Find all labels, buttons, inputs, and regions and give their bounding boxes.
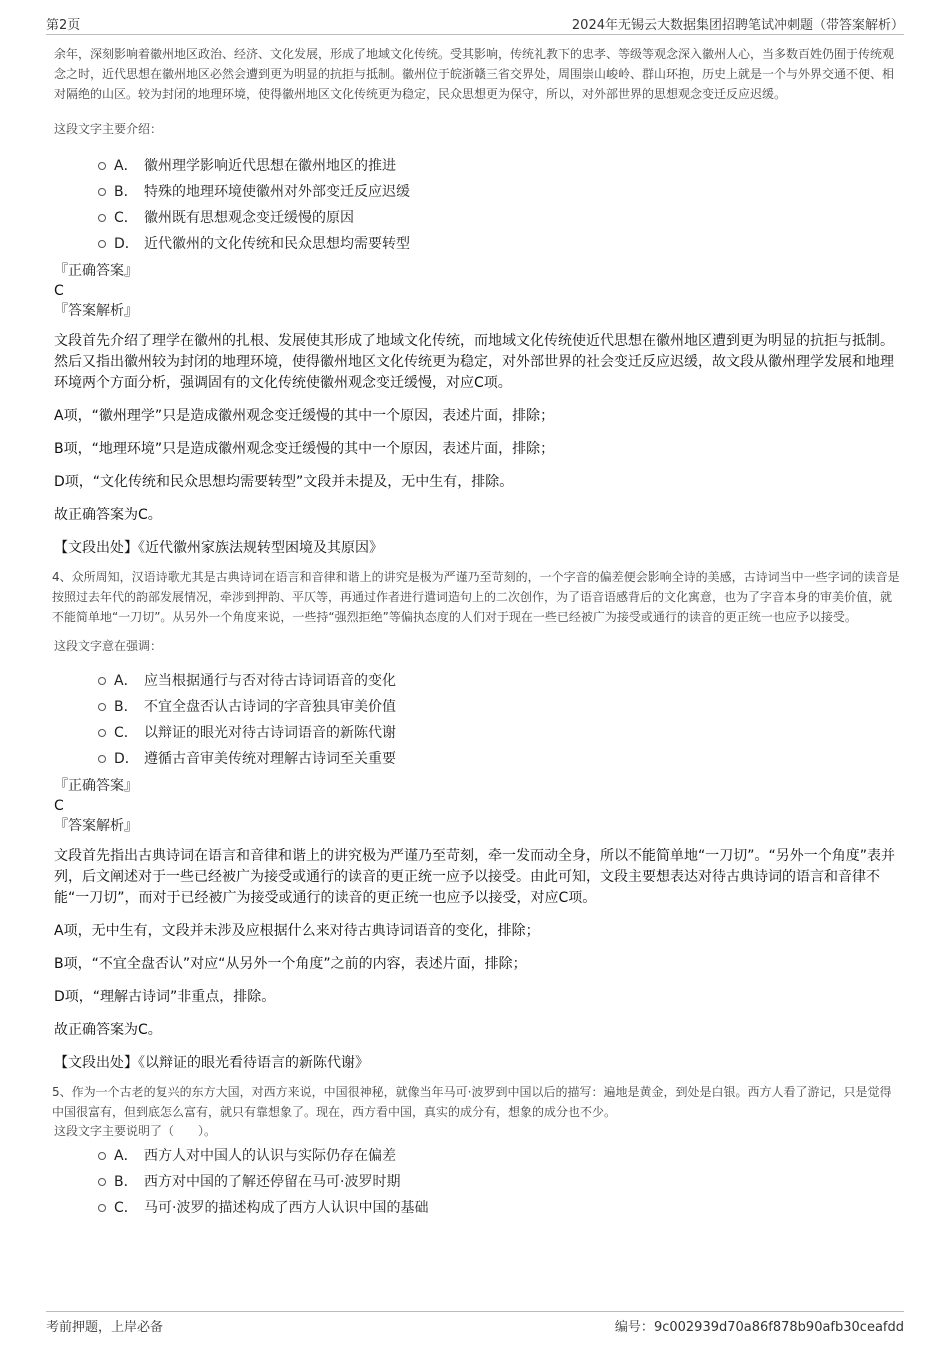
page-number: 第2页 [46, 18, 81, 33]
q4-option-c[interactable]: C． 以辩证的眼光对待古诗词语音的新陈代谢 [54, 720, 902, 746]
page-header [46, 12, 904, 35]
document-code-label: 编号： [614, 1320, 654, 1335]
q4-prompt: 这段文字意在强调： [54, 639, 163, 653]
q5-option-c[interactable]: C． 马可·波罗的描述构成了西方人认识中国的基础 [54, 1195, 902, 1221]
q4-source: 【文段出处】《以辩证的眼光看待语言的新陈代谢》 [54, 1055, 369, 1071]
document-body [54, 44, 902, 1221]
q4-option-b-note: B项，“不宜全盘否认”对应“从另外一个角度”之前的内容，表述片面，排除； [54, 956, 527, 972]
q4-conclusion: 故正确答案为C。 [54, 1022, 162, 1038]
footer-slogan: 考前押题，上岸必备 [46, 1320, 164, 1335]
q4-option-b[interactable]: B． 不宜全盘否认古诗词的字音独具审美价值 [54, 694, 902, 720]
document-code [615, 1316, 904, 1335]
q4-analysis-label: 『答案解析』 [54, 818, 138, 834]
radio-icon[interactable] [98, 240, 106, 248]
q3-option-c[interactable]: C． 徽州既有思想观念变迁缓慢的原因 [54, 205, 902, 231]
q3-analysis: 文段首先介绍了理学在徽州的扎根、发展使其形成了地域文化传统，而地域文化传统使近代思想在徽州地区遭到更为明显的抗拒与抵制。然后又指出徽州较为封闭的地理环境，使得徽州地区文化传统更为稳定，对外部世界的社会变迁反应迟缓，故文段从徽州理学发展和地理环境两个方面分析，强调固有的文化传统使徽州观念变迁缓慢，对应C项。 [54, 333, 894, 391]
q3-answer-label: 『正确答案』 [54, 263, 138, 279]
q3-option-d[interactable]: D． 近代徽州的文化传统和民众思想均需要转型 [54, 231, 902, 257]
q4-analysis: 文段首先指出古典诗词在语言和音律和谐上的讲究极为严谨乃至苛刻，牵一发而动全身，所以不能简单地“一刀切”。“另外一个角度”表并列，后文阐述对于一些已经被广为接受或通行的读音的更正统一应予以接受。由此可知，文段主要想表达对待古典诗词的语言和音律不能“一刀切”，而对于已经被广为接受或通行的读音的更正统一也应予以接受，对应C项。 [54, 848, 896, 906]
q3-analysis-label: 『答案解析』 [54, 303, 138, 319]
q3-option-b-note: B项，“地理环境”只是造成徽州观念变迁缓慢的其中一个原因，表述片面，排除； [54, 441, 555, 457]
radio-icon[interactable] [98, 1178, 106, 1186]
page-footer [46, 1311, 904, 1334]
radio-icon[interactable] [98, 703, 106, 711]
q4-options [54, 668, 902, 772]
q3-option-a-note: A项，“徽州理学”只是造成徽州观念变迁缓慢的其中一个原因，表述片面，排除； [54, 408, 555, 424]
q3-option-a[interactable]: A． 徽州理学影响近代思想在徽州地区的推进 [54, 153, 902, 179]
q5-prompt: 这段文字主要说明了（ ）。 [54, 1124, 217, 1138]
q5-option-b[interactable]: B． 西方对中国的了解还停留在马可·波罗时期 [54, 1169, 902, 1195]
q3-answer: C [54, 283, 64, 299]
q4-stem: 4、众所周知，汉语诗歌尤其是古典诗词在语言和音律和谐上的讲究是极为严谨乃至苛刻的，一个字音的偏差便会影响全诗的美感，古诗词当中一些字词的读音是按照过去年代的韵部发展情况，牵涉到押韵、平仄等，再通过作者进行遣词造句上的二次创作，为了语音语感背后的文化寓意，也为了字音本身的审美价值，就不能简单地“一刀切”。从另外一个角度来说，一些持“强烈拒绝”等偏执态度的人们对于现在一些已经被广为接受或通行的读音的更正统一也应予以接受。 [52, 570, 900, 624]
q4-option-d[interactable]: D． 遵循古音审美传统对理解古诗词至关重要 [54, 746, 902, 772]
q3-option-b[interactable]: B． 特殊的地理环境使徽州对外部变迁反应迟缓 [54, 179, 902, 205]
q3-conclusion: 故正确答案为C。 [54, 507, 162, 523]
radio-icon[interactable] [98, 1204, 106, 1212]
q4-option-d-note: D项，“理解古诗词”非重点，排除。 [54, 989, 276, 1005]
q3-options [54, 153, 902, 257]
radio-icon[interactable] [98, 188, 106, 196]
document-code-value: 9c002939d70a86f878b90afb30ceafdd [653, 1320, 904, 1335]
radio-icon[interactable] [98, 214, 106, 222]
q3-source: 【文段出处】《近代徽州家族法规转型困境及其原因》 [54, 540, 383, 556]
q4-option-a-note: A项，无中生有，文段并未涉及应根据什么来对待古典诗词语音的变化，排除； [54, 923, 540, 939]
radio-icon[interactable] [98, 677, 106, 685]
q4-option-a[interactable]: A． 应当根据通行与否对待古诗词语音的变化 [54, 668, 902, 694]
q5-option-a[interactable]: A． 西方人对中国人的认识与实际仍存在偏差 [54, 1143, 902, 1169]
radio-icon[interactable] [98, 162, 106, 170]
radio-icon[interactable] [98, 755, 106, 763]
q3-prompt: 这段文字主要介绍： [54, 122, 163, 136]
q5-options [54, 1143, 902, 1221]
q4-answer-label: 『正确答案』 [54, 778, 138, 794]
radio-icon[interactable] [98, 729, 106, 737]
q4-answer: C [54, 798, 64, 814]
q3-option-d-note: D项，“文化传统和民众思想均需要转型”文段并未提及，无中生有，排除。 [54, 474, 514, 490]
document-title: 2024年无锡云大数据集团招聘笔试冲刺题（带答案解析） [571, 18, 904, 33]
intro-passage: 余年，深刻影响着徽州地区政治、经济、文化发展，形成了地域文化传统。受其影响，传统礼教下的忠孝、等级等观念深入徽州人心，当多数百姓仍囿于传统观念之时，近代思想在徽州地区必然会遭到更为明显的抗拒与抵制。徽州位于皖浙赣三省交界处，周围崇山峻岭、群山环抱，历史上就是一个与外界交通不便、相对隔绝的山区。较为封闭的地理环境，使得徽州地区文化传统更为稳定，民众思想更为保守，所以，对外部世界的思想观念变迁反应迟缓。 [54, 47, 895, 101]
q5-stem: 5、作为一个古老的复兴的东方大国，对西方来说，中国很神秘，就像当年马可·波罗到中国以后的描写：遍地是黄金，到处是白银。西方人看了游记，只是觉得中国很富有，但到底怎么富有，就只有靠想象了。现在，西方看中国，真实的成分有，想象的成分也不少。 [52, 1085, 892, 1119]
radio-icon[interactable] [98, 1152, 106, 1160]
